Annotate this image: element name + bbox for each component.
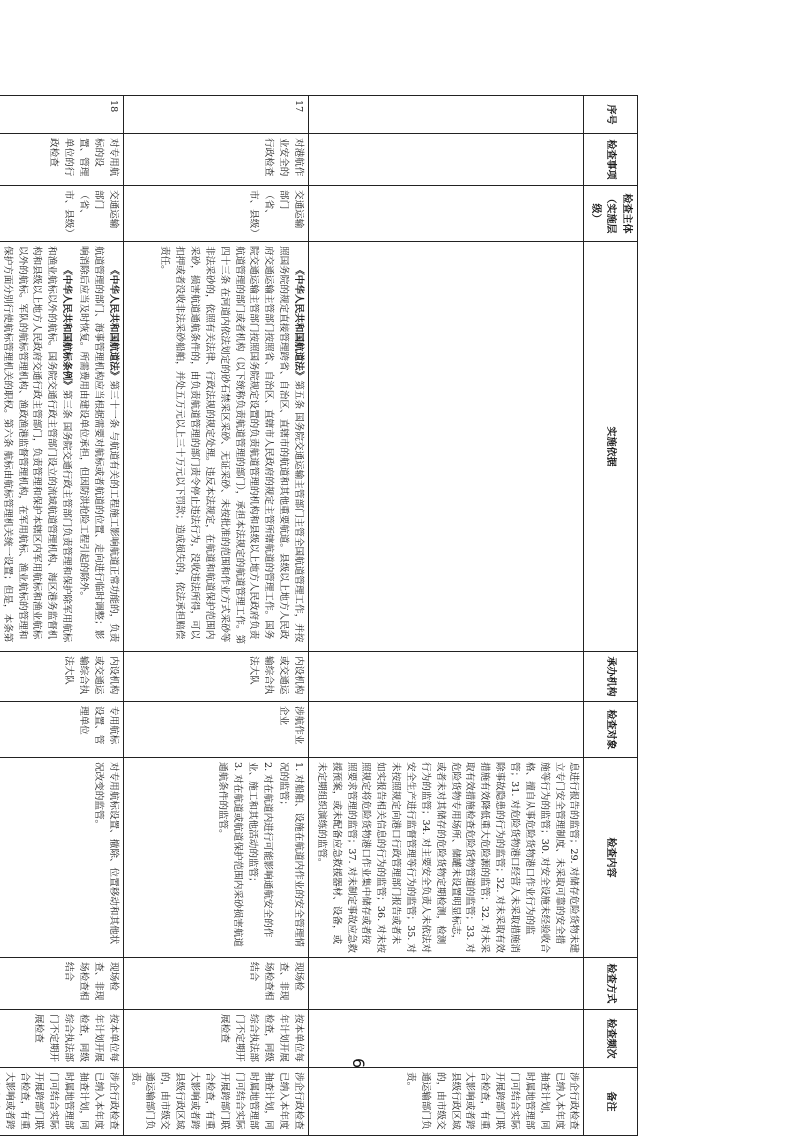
table-row xyxy=(309,96,584,1136)
cell-subject: 交通运输部门（省、市、县级） xyxy=(123,186,308,242)
basis-paragraph xyxy=(0,246,73,647)
cell-org xyxy=(309,652,584,702)
cell-method: 现场检查、非现场检查相结合 xyxy=(123,958,308,1010)
cell-freq xyxy=(309,1010,584,1068)
header-basis: 实施依据 xyxy=(584,242,638,652)
header-item: 检查事项 xyxy=(584,134,638,186)
cell-freq: 按本单位每年计划开展检查，同级综合执法部门不定期开展检查 xyxy=(123,1010,308,1068)
law-title: 《中华人民共和国航标条例》 xyxy=(61,265,73,390)
cell-object: 专用航标设置、管理单位 xyxy=(0,702,123,758)
table-row xyxy=(0,96,123,1136)
law-title: 《中华人民共和国航道法》 xyxy=(293,265,305,381)
table-row xyxy=(123,96,308,1136)
cell-content xyxy=(0,758,123,958)
cell-basis xyxy=(123,242,308,652)
cell-freq: 按本单位每年计划开展检查，同级综合执法部门不定期开展检查 xyxy=(0,1010,123,1068)
law-title: 《中华人民共和国航道法》 xyxy=(107,265,119,381)
header-method: 检查方式 xyxy=(584,958,638,1010)
cell-seq: 18 xyxy=(0,96,123,134)
cell-method xyxy=(309,958,584,1010)
cell-remark: 涉企行政检查已纳入本年度抽查计划，同时属地管理部门可结合实际开展跨部门联合检查，有重大影响或者跨 xyxy=(0,1068,123,1136)
cell-item: 对专用航标的设置、管理单位的行政检查 xyxy=(0,134,123,186)
header-subject: 检查主体（实施层级） xyxy=(584,186,638,242)
page-number: 6 xyxy=(349,1058,368,1069)
header-remark: 备注 xyxy=(584,1068,638,1136)
cell-seq xyxy=(309,96,584,134)
header-freq: 检查频次 xyxy=(584,1010,638,1068)
cell-object xyxy=(309,702,584,758)
content-item: 1. 对船舶、设施在航道内作业的安全管理情况的监管； xyxy=(278,762,305,947)
cell-method: 现场检查、非现场检查相结合 xyxy=(0,958,123,1010)
cell-subject xyxy=(309,186,584,242)
header-seq: 序号 xyxy=(584,96,638,134)
header-row xyxy=(584,96,638,1136)
cell-remark: 涉企行政检查已纳入本年度抽查计划，同时属地管理部门可结合实际开展跨部门联合检查，有重大影响或者跨县级行政区域的，由市级交通运输部门负责。 xyxy=(123,1068,308,1136)
cell-subject: 交通运输部门（省、市、县级） xyxy=(0,186,123,242)
cell-remark: 涉企行政检查已纳入本年度抽查计划，同时属地管理部门可结合实际开展跨部门联合检查，有重大影响或者跨县级行政区域的，由市级交通运输部门负责。 xyxy=(309,1068,584,1136)
law-text: 第五条 国务院交通运输主管部门主管全国航道管理工作，并按照国务院的规定直接管理跨省、自治区、直辖市的航道和其他重要航道。县级以上地方人民政府交通运输主管部门按照省、自治区、直辖市人民政府的规定主管所辖航道的管理工作。国务院交通运输主管部门按照国务院规定设置的负责航道管理的机构和县级以上地方人民政府负责航道管理的部门或者机构（以下统称负责航道管理的部门），承担本法规定的航道管理工作。第四十三条 在河道内依法划定的砂石禁采区采砂、无证采砂、未按批准的范围和作业方式采砂等非法采砂的，依照有关法律、行政法规的规定处理。违反本法规定，在航道和航道保护范围内采砂，损害航道通航条件的，由负责航道管理的部门责令停止违法行为，没收违法所得，可以扣押或者没收非法采砂船舶，并处五万元以上三十万元以下罚款；造成损失的，依法承担赔偿责任。 xyxy=(159,246,305,645)
header-object: 检查对象 xyxy=(584,702,638,758)
cell-seq: 17 xyxy=(123,96,308,134)
content-item: 3. 对在航道或航道保护范围内采砂损害航道通航条件的监管。 xyxy=(216,762,243,947)
cell-item: 对港航作业安全的行政检查 xyxy=(123,134,308,186)
header-content: 检查内容 xyxy=(584,758,638,958)
cell-org: 内设机构或交通运输综合执法大队 xyxy=(123,652,308,702)
basis-paragraph xyxy=(75,246,120,647)
cell-content xyxy=(309,758,584,958)
cell-content xyxy=(123,758,308,958)
basis-paragraph xyxy=(156,246,305,647)
content-item: 息进行报告的监管；29. 对储存危险货物未建立专门安全管理制度、未采取可靠的安全措施等行为的监管；30. 对安全设施未经验收合格、擅自从事危险货物港口作业行为的监管；31. 对危险货物港口经营人未采取措施消除事故隐患的行为的监管；32. 对未采取有效措施有效降低重大危险源的监管；32. 对未采取有效措施检查危险货物管道的监管；33. 对危险货物专用场所、储罐未设置明显标志，或者未对其储存的危险货物定期检测，检测行为的监管；34. 对主要安全负责人未依法对安全生产进行监督管理等行为的监管；35. 对未按照规定向港口行政管理部门报告或者未如实报告相关信息的行为的监管；36. 对未按照规定将危险货物港口作业集中储存或者按照要求管理的监管；37. 对未制定事故应急救援预案，或未配备应急救援器材、设备，或未定期组织演练的监管。 xyxy=(315,762,580,953)
content-item: 2. 对在航道内进行可能影响通航安全的作业、施工和其他活动的监管； xyxy=(247,762,274,938)
cell-object: 涉航作业企业 xyxy=(123,702,308,758)
inspection-table xyxy=(0,95,638,1136)
cell-basis xyxy=(309,242,584,652)
law-text: 第三条 国务院交通行政主管部门负责管理和保护除军用航标和渔业航标以外的航标。国务院交通行政主管部门设立的流域航道管理机构、海区港务监督机构和县级以上地方人民政府交通行政主管部门，负责管理和保护本辖区内军用航标和渔业航标以外的航标。军队的航标管理机构、渔政渔港监督管理机构，在军用航标、渔业航标的管理和保护方面分别行使航标管理机关的职权。第六条 航标由航标管理机关统一设置；但是，本条第 xyxy=(1,246,73,643)
law-text: 第三十一条 与航道有关的工程施工影响航道正常功能的，负责航道管理的部门、海事管理机构应当根据需要对航标或者航道的位置、走向进行临时调整；影响消除后应当及时恢复。所需费用由建设单位承担，但因防洪抢险工程引起的除外。 xyxy=(78,246,119,643)
header-org: 承办机构 xyxy=(584,652,638,702)
cell-item xyxy=(309,134,584,186)
cell-basis xyxy=(0,242,123,652)
content-item: 对专用航标设置、撤除、位置移动和其他状况改变的监管。 xyxy=(92,762,119,945)
cell-org: 内设机构或交通运输综合执法大队 xyxy=(0,652,123,702)
